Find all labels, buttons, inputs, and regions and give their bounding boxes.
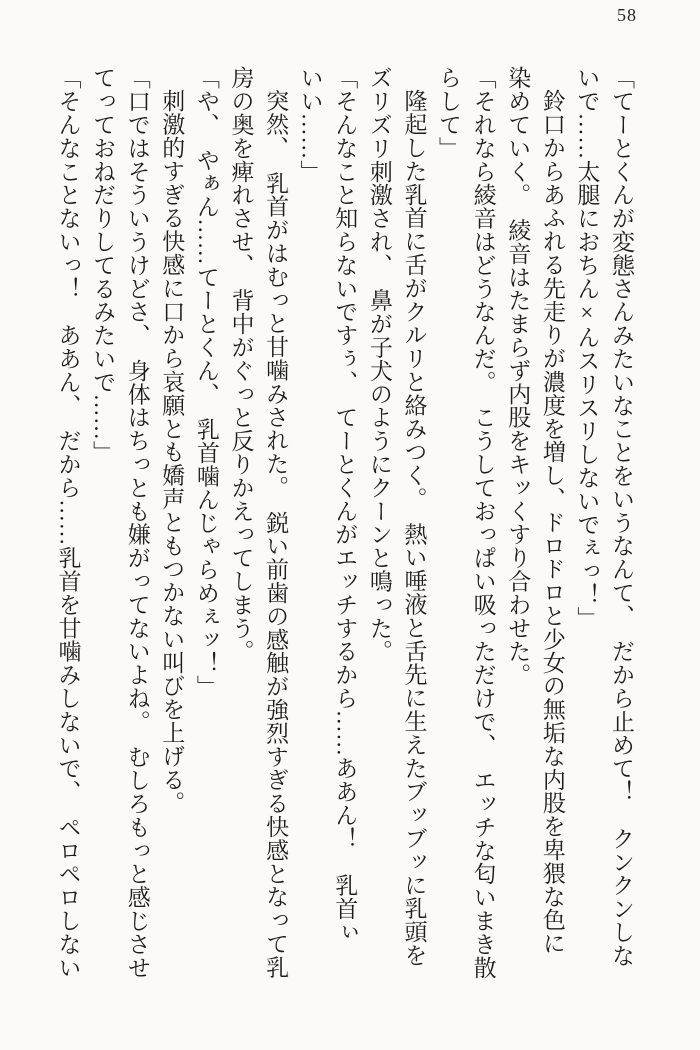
- text-line: 突然、 乳首がはむっと甘噛みされた。 鋭い前歯の感触が強烈すぎる快感となって乳: [263, 89, 289, 979]
- text-line: 「てーとくんが変態さんみたいなことをいうなんて、 だから止めて！ クンクンしな: [609, 66, 634, 968]
- text-line: いで……太腿におちん×んスリスリしないでぇっ！」: [574, 66, 600, 630]
- text-line: 刺激的すぎる快感に口から哀願とも嬌声ともつかない叫びを上げる。: [159, 89, 185, 815]
- text-line: ズリズリ刺激され、 鼻が子犬のようにクーンと鳴った。: [366, 66, 392, 663]
- text-line: 鈴口からあふれる先走りが濃度を増し、ドロドロと少女の無垢な内股を卑猥な色に: [539, 89, 565, 955]
- page-text: [50, 66, 638, 1008]
- page-number: 58: [617, 5, 637, 25]
- text-line: 染めていく。 綾音はたまらず内股をキッくすり合わせた。: [505, 66, 531, 687]
- text-line: 房の奥を痺れさせ、 背中がぐっと反りかえってしまう。: [228, 66, 254, 663]
- text-line: 「口ではそういうけどさ、 身体はちっとも嫌がってないよね。 むしろもっと感じさせ: [124, 66, 150, 979]
- text-line: 「それなら綾音はどうなんだ。 こうしておっぱい吸っただけで、 エッチな匂いまき散: [470, 66, 496, 979]
- text-line: 隆起した乳首に舌がクルリと絡みつく。 熱い唾液と舌先に生えたブッブッに乳頭を: [401, 89, 427, 967]
- text-line: いい……」: [297, 66, 323, 183]
- text-line: 「や、 やぁん……てーとくん、 乳首噛んじゃらめぇッ！」: [193, 66, 219, 699]
- text-line: てっておねだりしてるみたいで……」: [90, 66, 116, 464]
- text-line: 「そんなことないっ！ ああん、 だから……乳首を甘噛みしないで、 ペロペロしない: [55, 66, 81, 979]
- text-line: 「そんなこと知らないですぅ、 てーとくんがエッチするから……ああん！ 乳首ぃ: [332, 66, 358, 944]
- text-line: らして」: [436, 66, 462, 160]
